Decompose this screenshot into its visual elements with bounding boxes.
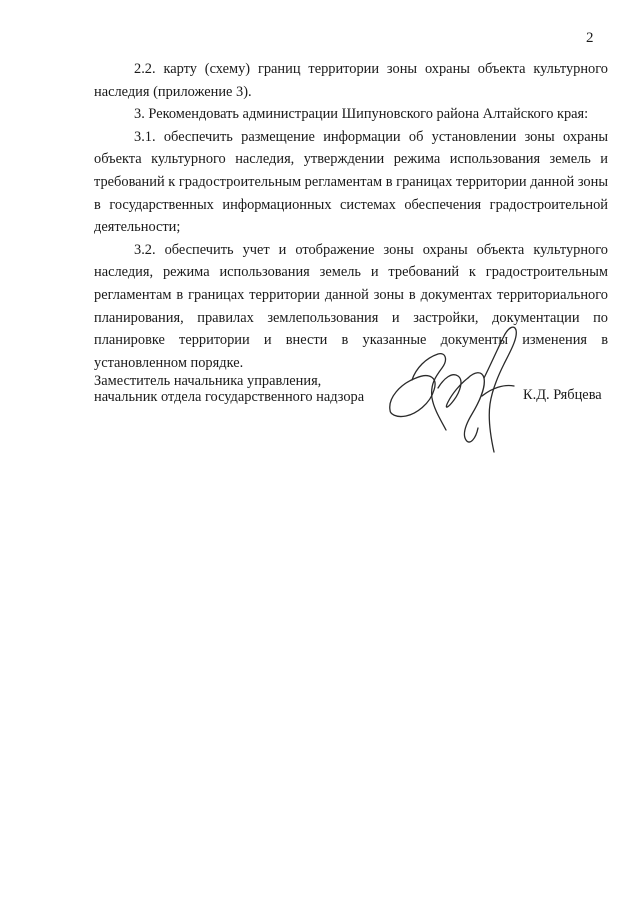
paragraph-3: 3. Рекомендовать администрации Шипуновского района Алтайского края: xyxy=(134,106,589,123)
signatory-position xyxy=(94,373,364,405)
page-number: 2 xyxy=(586,30,594,46)
paragraph-3-2: 3.2. обеспечить учет и отображение зоны охраны объекта культурного наследия, режима использования земель и требований к градостроительным регламентам в границах территории данной зоны в документах территориального планирования, правилах землепользования и застройки, документации по планировке территории и внести в указанные документы изменения в установленном порядке. xyxy=(94,241,608,371)
signatory-name: К.Д. Рябцева xyxy=(523,387,602,403)
paragraph-3-1: 3.1. обеспечить размещение информации об установлении зоны охраны объекта культурного наследия, утверждении режима использования земель и требований к градостроительным регламентам в границах территории данной зоны в государственных информационных системах обеспечения градостроительной деятельности; xyxy=(94,128,608,236)
handwritten-signature xyxy=(386,318,532,458)
signatory-position-line1: Заместитель начальника управления, xyxy=(94,373,322,389)
paragraph-2-2: 2.2. карту (схему) границ территории зоны охраны объекта культурного наследия (приложение 3). xyxy=(94,61,608,100)
signatory-position-line2: начальник отдела государственного надзора xyxy=(94,389,365,405)
